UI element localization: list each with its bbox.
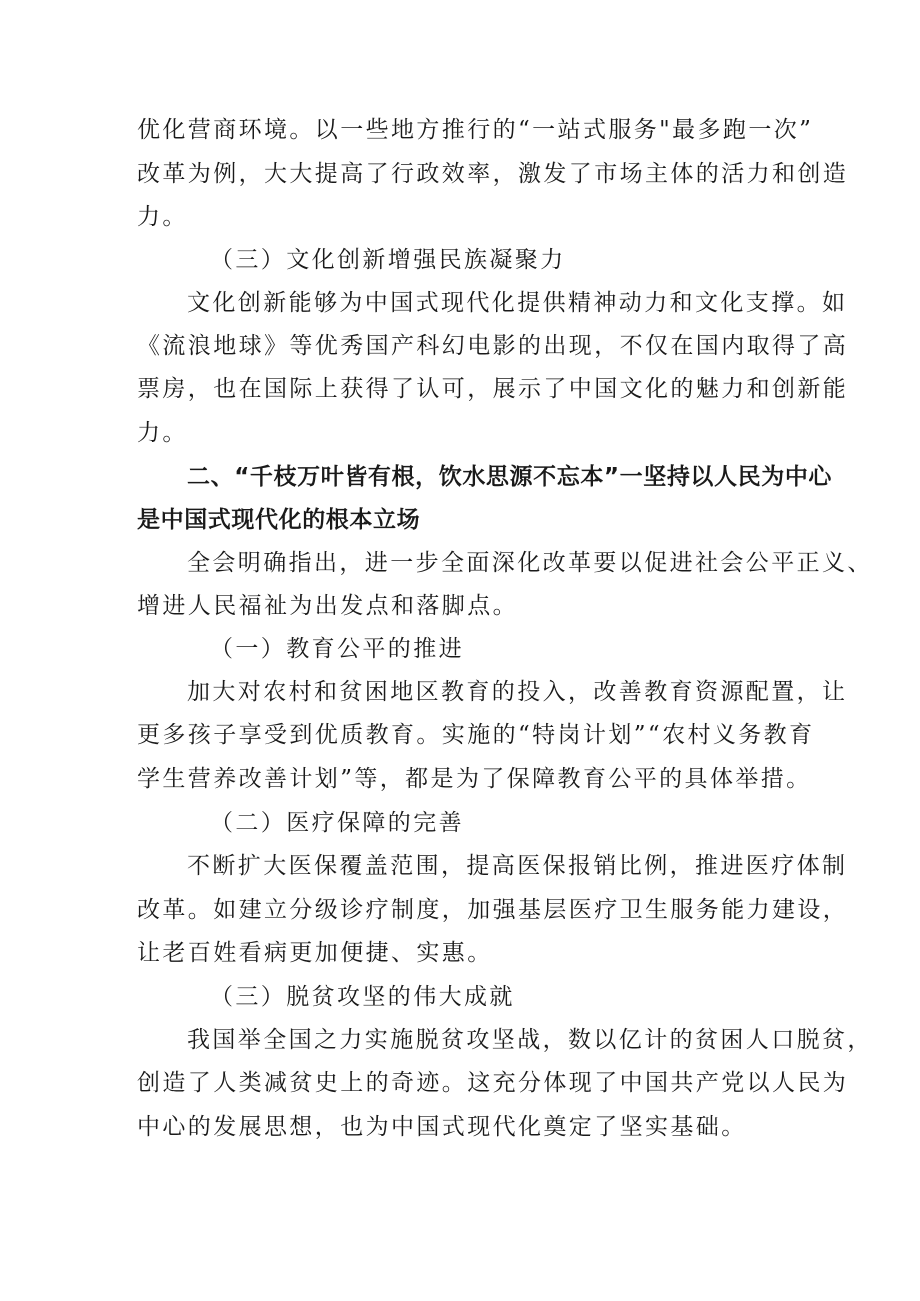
paragraph-line: 不断扩大医保覆盖范围，提高医保报销比例，推进医疗体制	[187, 853, 848, 879]
section-heading: 是中国式现代化的根本立场	[137, 507, 421, 533]
paragraph-line: 优化营商环境。以一些地方推行的“一站式服务"最多跑一次”	[137, 117, 814, 143]
paragraph-line: 全会明确指出，进一步全面深化改革要以促进社会公平正义、	[187, 550, 873, 576]
subsection-title: （一）教育公平的推进	[210, 636, 464, 662]
paragraph-line: 力。	[137, 204, 188, 230]
subsection-title: （三）文化创新增强民族凝聚力	[210, 247, 566, 273]
paragraph-line: 改革为例，大大提高了行政效率，激发了市场主体的活力和创造	[137, 161, 849, 187]
section-heading: 二、“千枝万叶皆有根，饮水思源不忘本”一坚持以人民为中心	[187, 464, 833, 490]
paragraph-line: 增进人民福祉为出发点和落脚点。	[137, 593, 518, 619]
paragraph-line: 我国举全国之力实施脱贫攻坚战，数以亿计的贫困人口脱贫，	[187, 1027, 873, 1053]
paragraph-line: 文化创新能够为中国式现代化提供精神动力和文化支撑。如	[187, 290, 848, 316]
paragraph-line: 中心的发展思想，也为中国式现代化奠定了坚实基础。	[137, 1114, 747, 1140]
subsection-title: （三）脱贫攻坚的伟大成就	[210, 984, 515, 1010]
paragraph-line: 创造了人类减贫史上的奇迹。这充分体现了中国共产党以人民为	[137, 1070, 849, 1096]
subsection-title: （二）医疗保障的完善	[210, 810, 464, 836]
paragraph-line: 更多孩子享受到优质教育。实施的“特岗计划”“农村义务教育	[137, 722, 815, 748]
paragraph-line: 学生营养改善计划”等，都是为了保障教育公平的具体举措。	[137, 766, 812, 792]
paragraph-line: 加大对农村和贫困地区教育的投入，改善教育资源配置，让	[187, 679, 848, 705]
paragraph-line: 力。	[137, 420, 188, 446]
paragraph-line: 票房，也在国际上获得了认可，展示了中国文化的魅力和创新能	[137, 376, 849, 402]
paragraph-line: 《流浪地球》等优秀国产科幻电影的出现，不仅在国内取得了高	[137, 333, 849, 359]
paragraph-line: 让老百姓看病更加便捷、实惠。	[137, 940, 493, 966]
paragraph-line: 改革。如建立分级诊疗制度，加强基层医疗卫生服务能力建设，	[137, 897, 849, 923]
